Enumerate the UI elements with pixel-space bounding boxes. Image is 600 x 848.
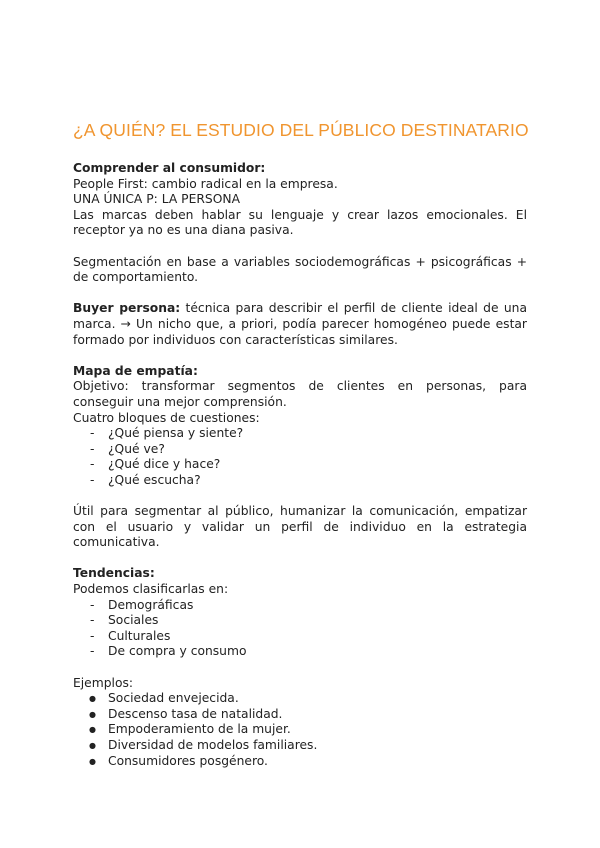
list-item: ● Empoderamiento de la mujer. <box>73 722 527 738</box>
section-heading-tendencias: Tendencias: <box>73 566 155 581</box>
list-item: ● Diversidad de modelos familiares. <box>73 738 527 754</box>
spacer <box>73 551 527 567</box>
spacer <box>73 286 527 302</box>
paragraph-bloques: Cuatro bloques de cuestiones: <box>73 410 260 425</box>
spacer <box>73 488 527 504</box>
section-heading-consumidor: Comprender al consumidor: <box>73 161 266 175</box>
paragraph-utilidad: Útil para segmentar al público, humanizar la comunicación, empatizar con el usuario y validar un perfil de individuo en la estrategia comunicativa. <box>73 504 527 550</box>
list-item: - ¿Qué escucha? <box>73 473 527 489</box>
list-item: - Demográficas <box>73 598 527 614</box>
ejemplos-list <box>73 691 527 769</box>
document-body <box>73 161 527 769</box>
paragraph-buyer-persona <box>73 301 527 348</box>
list-item: - ¿Qué ve? <box>73 442 527 458</box>
list-item: ● Sociedad envejecida. <box>73 691 527 707</box>
list-item: - ¿Qué piensa y siente? <box>73 426 527 442</box>
paragraph-segmentacion: Segmentación en base a variables sociodemográficas + psicográficas + de comportamiento. <box>73 254 527 285</box>
empatia-list <box>73 426 527 488</box>
paragraph-marcas: Las marcas deben hablar su lenguaje y crear lazos emocionales. El receptor ya no es una diana pasiva. <box>73 207 527 238</box>
paragraph-clasificar: Podemos clasificarlas en: <box>73 582 229 597</box>
paragraph-people-first: People First: cambio radical en la empresa. <box>73 176 338 191</box>
tendencias-list <box>73 598 527 660</box>
buyer-persona-text: técnica para describir el perfil de cliente ideal de una marca. → Un nicho que, a priori, podía parecer homogéneo puede estar formado por individuos con características similares. <box>73 301 527 347</box>
list-item: ● Descenso tasa de natalidad. <box>73 707 527 723</box>
section-heading-empatia: Mapa de empatía: <box>73 363 198 378</box>
buyer-persona-label: Buyer persona: <box>73 301 181 316</box>
spacer <box>73 660 527 676</box>
list-item: ● Consumidores posgénero. <box>73 754 527 770</box>
paragraph-unica-p: UNA ÚNICA P: LA PERSONA <box>73 192 240 207</box>
list-item: - Sociales <box>73 613 527 629</box>
spacer <box>73 239 527 255</box>
list-item: - Culturales <box>73 629 527 645</box>
list-item: - De compra y consumo <box>73 644 527 660</box>
list-item: - ¿Qué dice y hace? <box>73 457 527 473</box>
paragraph-objetivo: Objetivo: transformar segmentos de clientes en personas, para conseguir una mejor comprensión. <box>73 379 527 409</box>
spacer <box>73 348 527 364</box>
page-title: ¿A QUIÉN? EL ESTUDIO DEL PÚBLICO DESTINATARIO <box>73 120 529 140</box>
paragraph-ejemplos: Ejemplos: <box>73 675 134 690</box>
